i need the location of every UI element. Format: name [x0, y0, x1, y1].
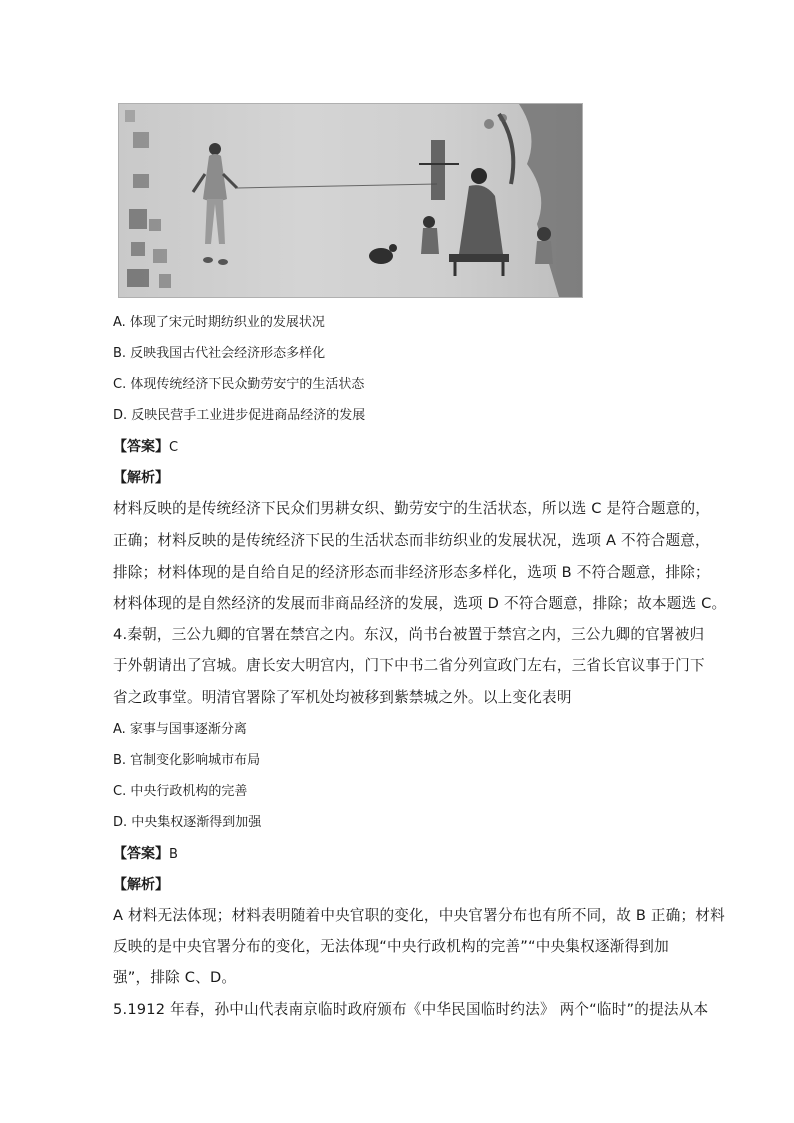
q4-stem-line-3: 省之政事堂。明清官署除了军机处均被移到紫禁城之外。以上变化表明 [113, 689, 572, 706]
q4-stem-line-1: 4.秦朝，三公九卿的官署在禁宫之内。东汉，尚书台被置于禁宫之内，三公九卿的官署被归 [113, 626, 705, 643]
q4-stem-line-2: 于外朝请出了宫城。唐长安大明宫内，门下中书二省分列宣政门左右，三省长官议事于门下 [113, 657, 705, 674]
q3-analysis-line-3: 排除；材料体现的是自给自足的经济形态而非经济形态多样化，选项 B 不符合题意，排除； [113, 564, 710, 581]
q3-answer-label: 【答案】 [113, 439, 169, 455]
q3-analysis-label: 【解析】 [113, 470, 169, 486]
q4-analysis-line-3: 强”，排除 C、D。 [113, 969, 237, 986]
q3-option-c: C. 体现传统经济下民众勤劳安宁的生活状态 [113, 377, 365, 392]
q4-analysis-line-1: A 材料无法体现；材料表明随着中央官职的变化，中央官署分布也有所不同，故 B 正确；材料 [113, 907, 725, 924]
q4-option-b: B. 官制变化影响城市布局 [113, 753, 261, 768]
q4-option-d: D. 中央集权逐渐得到加强 [113, 815, 262, 830]
q4-answer-label: 【答案】 [113, 846, 169, 862]
q5-stem-line-1: 5.1912 年春，孙中山代表南京临时政府颁布《中华民国临时约法》 两个“临时”的提法从本 [113, 1001, 709, 1018]
q4-analysis-label: 【解析】 [113, 877, 169, 893]
q4-analysis-line-2: 反映的是中央官署分布的变化，无法体现“中央行政机构的完善”“中央集权逐渐得到加 [113, 938, 669, 955]
q3-option-d: D. 反映民营手工业进步促进商品经济的发展 [113, 408, 366, 423]
q4-answer-value: B [169, 847, 178, 862]
q3-analysis-line-4: 材料体现的是自然经济的发展而非商品经济的发展，选项 D 不符合题意，排除；故本题选 C。 [113, 595, 727, 612]
q3-answer [113, 436, 178, 456]
q3-option-b: B. 反映我国古代社会经济形态多样化 [113, 346, 326, 361]
painting-image [118, 103, 583, 298]
q3-answer-value: C [169, 440, 179, 455]
q4-option-a: A. 家事与国事逐渐分离 [113, 722, 247, 737]
q3-analysis-line-2: 正确；材料反映的是传统经济下民的生活状态而非纺织业的发展状况，选项 A 不符合题意， [113, 532, 710, 549]
q4-option-c: C. 中央行政机构的完善 [113, 784, 248, 799]
q3-analysis-line-1: 材料反映的是传统经济下民众们男耕女织、勤劳安宁的生活状态，所以选 C 是符合题意的， [113, 500, 711, 517]
q3-option-a: A. 体现了宋元时期纺织业的发展状况 [113, 315, 325, 330]
q4-answer [113, 843, 178, 863]
painting-illustration [119, 104, 582, 297]
